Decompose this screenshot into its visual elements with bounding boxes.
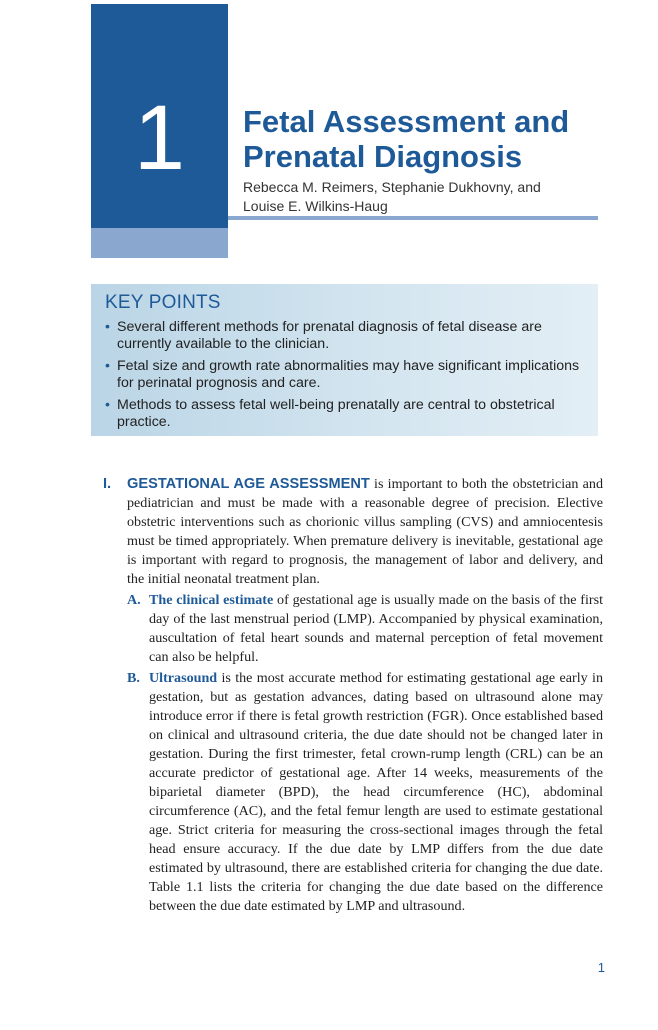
key-point-text: Several different methods for prenatal diagnosis of fetal disease are currently available to the clinician. xyxy=(117,319,542,352)
bullet-icon: • xyxy=(105,358,110,374)
subsection-heading: Ultrasound xyxy=(149,670,218,686)
key-point-text: Methods to assess fetal well-being prenatally are central to obstetrical practice. xyxy=(117,397,555,430)
page-number: 1 xyxy=(597,960,605,975)
key-points-box xyxy=(91,284,598,436)
section-gestational-age xyxy=(103,475,603,916)
key-points-heading: KEY POINTS xyxy=(105,292,221,313)
section-number: I. xyxy=(103,476,112,492)
chapter-title-line-1: Fetal Assessment and xyxy=(243,104,570,139)
chapter-title xyxy=(243,104,623,174)
key-point-item xyxy=(105,358,584,392)
key-point-text: Fetal size and growth rate abnormalities may have significant implications for perinatal prognosis and care. xyxy=(117,358,580,391)
bullet-icon: • xyxy=(105,397,110,413)
subsection-ultrasound xyxy=(103,669,603,916)
authors-line-2: Louise E. Wilkins-Haug xyxy=(243,198,388,214)
key-point-item xyxy=(105,319,584,353)
subsection-heading: The clinical estimate xyxy=(149,592,274,608)
key-point-item xyxy=(105,397,584,431)
title-divider xyxy=(228,216,598,220)
chapter-block-strip xyxy=(91,228,228,258)
subsection-letter: A. xyxy=(127,592,141,608)
subsection-text: is the most accurate method for estimating gestational age early in gestation, but as gestation advances, dating based on ultrasound alone may introduce error if there is fetal growth restriction (FGR). Once established based on clinical and ultrasound criteria, the due date should not be changed later in gestation. During the first trimester, fetal crown-rump length (CRL) can be an accurate predictor of gestational age. After 14 weeks, measurements of the biparietal diameter (BPD), the head circumference (HC), abdominal circumference (AC), and the fetal femur length are used to estimate gestational age. Strict criteria for measuring the cross-sectional images through the fetal head ensure accuracy. If the due date by LMP differs from the due date estimated by ultrasound, there are established criteria for changing the due date. Table 1.1 lists the criteria for changing the due date based on the difference between the due date estimated by LMP and ultrasound. xyxy=(149,670,603,914)
chapter-authors xyxy=(243,178,623,216)
key-points-list xyxy=(105,319,584,431)
subsection-text: of gestational age is usually made on the basis of the first day of the last menstrual period (LMP). Accompanied by physical examination, auscultation of fetal heart sounds and maternal perception of fetal movement can also be helpful. xyxy=(149,592,603,665)
authors-line-1: Rebecca M. Reimers, Stephanie Dukhovny, and xyxy=(243,179,541,195)
section-paragraph xyxy=(103,475,603,589)
subsection-letter: B. xyxy=(127,670,140,686)
bullet-icon: • xyxy=(105,319,110,335)
subsection-clinical-estimate xyxy=(103,591,603,667)
chapter-title-line-2: Prenatal Diagnosis xyxy=(243,139,523,174)
chapter-number: 1 xyxy=(133,87,186,189)
section-heading: GESTATIONAL AGE ASSESSMENT xyxy=(127,476,370,492)
section-text: is important to both the obstetrician and pediatrician and must be made with a reasonable degree of precision. Elective obstetric interventions such as chorionic villus sampling (CVS) and amniocentesis must be timed appropriately. When premature delivery is inevitable, gestational age is important with regard to prognosis, the management of labor and delivery, and the initial neonatal treatment plan. xyxy=(127,476,604,587)
